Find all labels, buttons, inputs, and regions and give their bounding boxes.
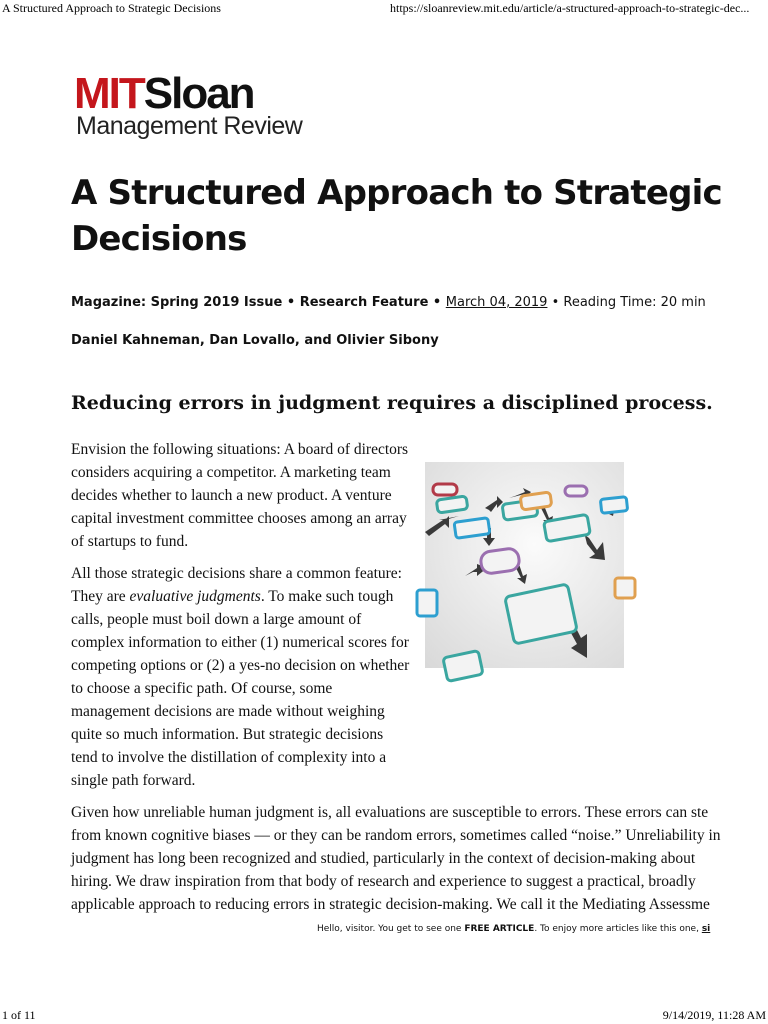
paragraph-line: hiring. We draw inspiration from that body of research and experience to suggest a practical, broadly (71, 873, 696, 890)
paragraph-line: Given how unreliable human judgment is, all evaluations are susceptible to errors. These errors can ste (71, 804, 709, 821)
paragraph-2 (71, 562, 411, 792)
article-headline (71, 170, 722, 262)
print-footer (0, 1008, 768, 1024)
flowchart-illustration (425, 462, 624, 668)
meta-magazine: Magazine: Spring 2019 Issue (71, 295, 283, 310)
print-footer-page: 1 of 11 (2, 1008, 36, 1022)
paragraph-line: tend to involve the distillation of complexity into a (71, 749, 387, 766)
notice-free-article: FREE ARTICLE (464, 924, 535, 934)
paragraph-line: quite so much information. But strategic decisions (71, 726, 384, 743)
meta-section: Research Feature (299, 295, 429, 310)
print-footer-datetime: 9/14/2019, 11:28 AM (662, 1008, 766, 1022)
paragraph-line: calls, people must boil down a large amount of (71, 611, 362, 628)
article-authors: Daniel Kahneman, Dan Lovallo, and Olivier Sibony (71, 333, 439, 348)
paragraph-line: complex information to either (1) numerical scores for (71, 634, 409, 651)
notice-text: . To enjoy more articles like this one, (534, 924, 702, 934)
emphasis-text: evaluative judgments (129, 588, 261, 605)
paragraph-1 (71, 438, 411, 553)
paywall-notice (317, 922, 711, 936)
paragraph-line: applicable approach to reducing errors in strategic decision-making. We call it the Mediating Assessme (71, 896, 710, 913)
paragraph-line: single path forward. (71, 772, 196, 789)
paragraph-line: capital investment committee chooses among an array (71, 510, 407, 527)
paragraph-line (71, 585, 411, 608)
paragraph-line: management decisions are made without weighing (71, 703, 385, 720)
notice-text: Hello, visitor. You get to see one (317, 924, 465, 934)
logo-subtitle: Management Review (76, 112, 303, 140)
meta-date-link[interactable]: March 04, 2019 (445, 295, 548, 310)
paragraph-text: They are (71, 588, 130, 605)
paragraph-line: to choose a specific path. Of course, some (71, 680, 333, 697)
notice-signup-link[interactable]: si (701, 924, 711, 934)
paragraph-text: . To make such tough (260, 588, 394, 605)
meta-separator: • (428, 295, 446, 310)
paragraph-line: decides whether to launch a new product. A venture (71, 487, 392, 504)
paragraph-line: Envision the following situations: A board of directors (71, 441, 409, 458)
article-dek: Reducing errors in judgment requires a disciplined process. (71, 392, 713, 414)
paragraph-line: All those strategic decisions share a common feature: (71, 565, 402, 582)
flowchart-graphic (425, 462, 624, 668)
paragraph-line: competing options or (2) a yes-no decision on whether (71, 657, 410, 674)
print-header (0, 0, 768, 18)
headline-line: A Structured Approach to Strategic (71, 173, 722, 213)
print-header-title: A Structured Approach to Strategic Decisions (2, 1, 221, 15)
print-header-url: https://sloanreview.mit.edu/article/a-structured-approach-to-strategic-dec... (390, 1, 750, 15)
logo-sloan: Sloan (143, 69, 254, 118)
headline-line: Decisions (71, 219, 247, 259)
meta-reading-time: Reading Time: 20 min (563, 295, 706, 310)
paragraph-line: considers acquiring a competitor. A marketing team (71, 464, 391, 481)
meta-separator: • (282, 295, 300, 310)
mit-sloan-logo[interactable] (74, 70, 314, 140)
paragraph-3 (71, 801, 721, 916)
paragraph-line: from known cognitive biases — or they can be random errors, sometimes called “noise.” Unreliability in (71, 827, 721, 844)
meta-separator: • (547, 295, 564, 310)
logo-wordmark (74, 70, 254, 118)
paragraph-line: judgment has long been recognized and studied, particularly in the context of decision-making about (71, 850, 696, 867)
article-meta (71, 293, 706, 313)
paragraph-line: of startups to fund. (71, 533, 189, 550)
logo-mit: MIT (74, 69, 144, 118)
